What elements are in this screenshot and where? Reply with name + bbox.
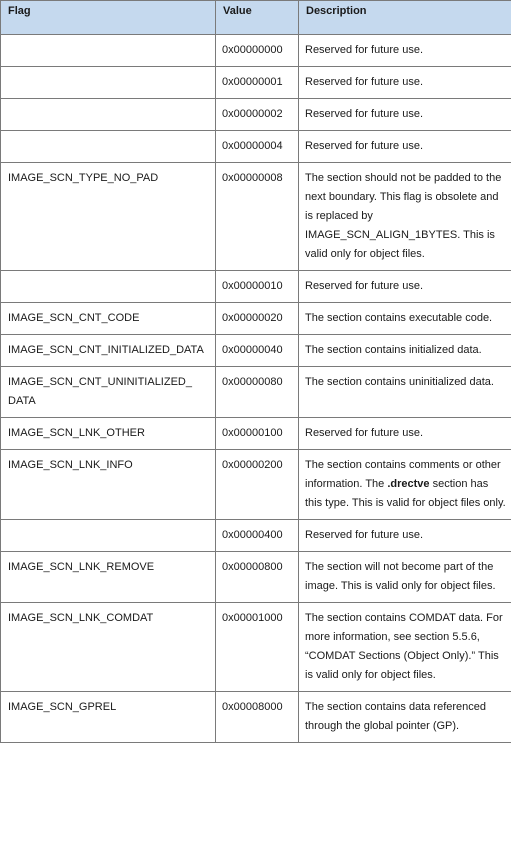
value-cell: 0x00000800 (216, 552, 299, 603)
value-cell: 0x00000100 (216, 418, 299, 450)
description-cell: The section contains COMDAT data. For more information, see section 5.5.6, “COMDAT Sections (Object Only).” This is valid only for object files. (299, 603, 511, 692)
value-cell: 0x00000400 (216, 520, 299, 552)
description-cell: The section contains data referenced through the global pointer (GP). (299, 692, 511, 743)
value-cell: 0x00008000 (216, 692, 299, 743)
value-cell: 0x00000020 (216, 303, 299, 335)
flag-cell (1, 520, 216, 552)
description-cell: The section contains uninitialized data. (299, 367, 511, 418)
description-cell: The section contains executable code. (299, 303, 511, 335)
table-row (1, 450, 511, 520)
description-cell (299, 450, 511, 520)
value-cell: 0x00000004 (216, 131, 299, 163)
flag-cell (1, 99, 216, 131)
description-cell: Reserved for future use. (299, 67, 511, 99)
description-cell: The section will not become part of the image. This is valid only for object files. (299, 552, 511, 603)
description-cell: Reserved for future use. (299, 35, 511, 67)
description-cell: The section should not be padded to the next boundary. This flag is obsolete and is replaced by IMAGE_SCN_ALIGN_1BYTES. This is valid only for object files. (299, 163, 511, 271)
flag-cell (1, 67, 216, 99)
value-cell: 0x00000040 (216, 335, 299, 367)
table-row (1, 367, 511, 418)
table-header-row (1, 1, 511, 35)
table-row (1, 67, 511, 99)
value-cell: 0x00000200 (216, 450, 299, 520)
flag-column-header: Flag (1, 1, 216, 35)
value-cell: 0x00000008 (216, 163, 299, 271)
value-column-header: Value (216, 1, 299, 35)
table-row (1, 303, 511, 335)
description-cell: Reserved for future use. (299, 131, 511, 163)
description-cell: Reserved for future use. (299, 418, 511, 450)
table-row (1, 520, 511, 552)
description-column-header: Description (299, 1, 511, 35)
table-row (1, 418, 511, 450)
table-row (1, 603, 511, 692)
flag-cell: IMAGE_SCN_LNK_COMDAT (1, 603, 216, 692)
table-row (1, 552, 511, 603)
flag-cell: IMAGE_SCN_CNT_INITIALIZED_DATA (1, 335, 216, 367)
flag-cell (1, 131, 216, 163)
value-cell: 0x00000000 (216, 35, 299, 67)
drectve-section-name: .drectve (387, 478, 430, 490)
table-row (1, 35, 511, 67)
table-row (1, 692, 511, 743)
flag-cell: IMAGE_SCN_GPREL (1, 692, 216, 743)
table-row (1, 271, 511, 303)
value-cell: 0x00000010 (216, 271, 299, 303)
flag-cell (1, 35, 216, 67)
flag-cell: IMAGE_SCN_LNK_INFO (1, 450, 216, 520)
table-row (1, 163, 511, 271)
flag-cell: IMAGE_SCN_CNT_CODE (1, 303, 216, 335)
description-cell: The section contains initialized data. (299, 335, 511, 367)
flag-cell (1, 271, 216, 303)
description-text: The section contains comments or other information. The (305, 459, 501, 490)
flag-cell: IMAGE_SCN_CNT_UNINITIALIZED_ DATA (1, 367, 216, 418)
flag-cell: IMAGE_SCN_LNK_REMOVE (1, 552, 216, 603)
table-row (1, 99, 511, 131)
value-cell: 0x00000001 (216, 67, 299, 99)
value-cell: 0x00000080 (216, 367, 299, 418)
description-cell: Reserved for future use. (299, 271, 511, 303)
description-cell: Reserved for future use. (299, 99, 511, 131)
description-cell: Reserved for future use. (299, 520, 511, 552)
flag-cell: IMAGE_SCN_TYPE_NO_PAD (1, 163, 216, 271)
value-cell: 0x00000002 (216, 99, 299, 131)
value-cell: 0x00001000 (216, 603, 299, 692)
table-row (1, 335, 511, 367)
flag-cell: IMAGE_SCN_LNK_OTHER (1, 418, 216, 450)
table-row (1, 131, 511, 163)
description-text: section has this type. This is valid for object files only. (305, 478, 506, 509)
